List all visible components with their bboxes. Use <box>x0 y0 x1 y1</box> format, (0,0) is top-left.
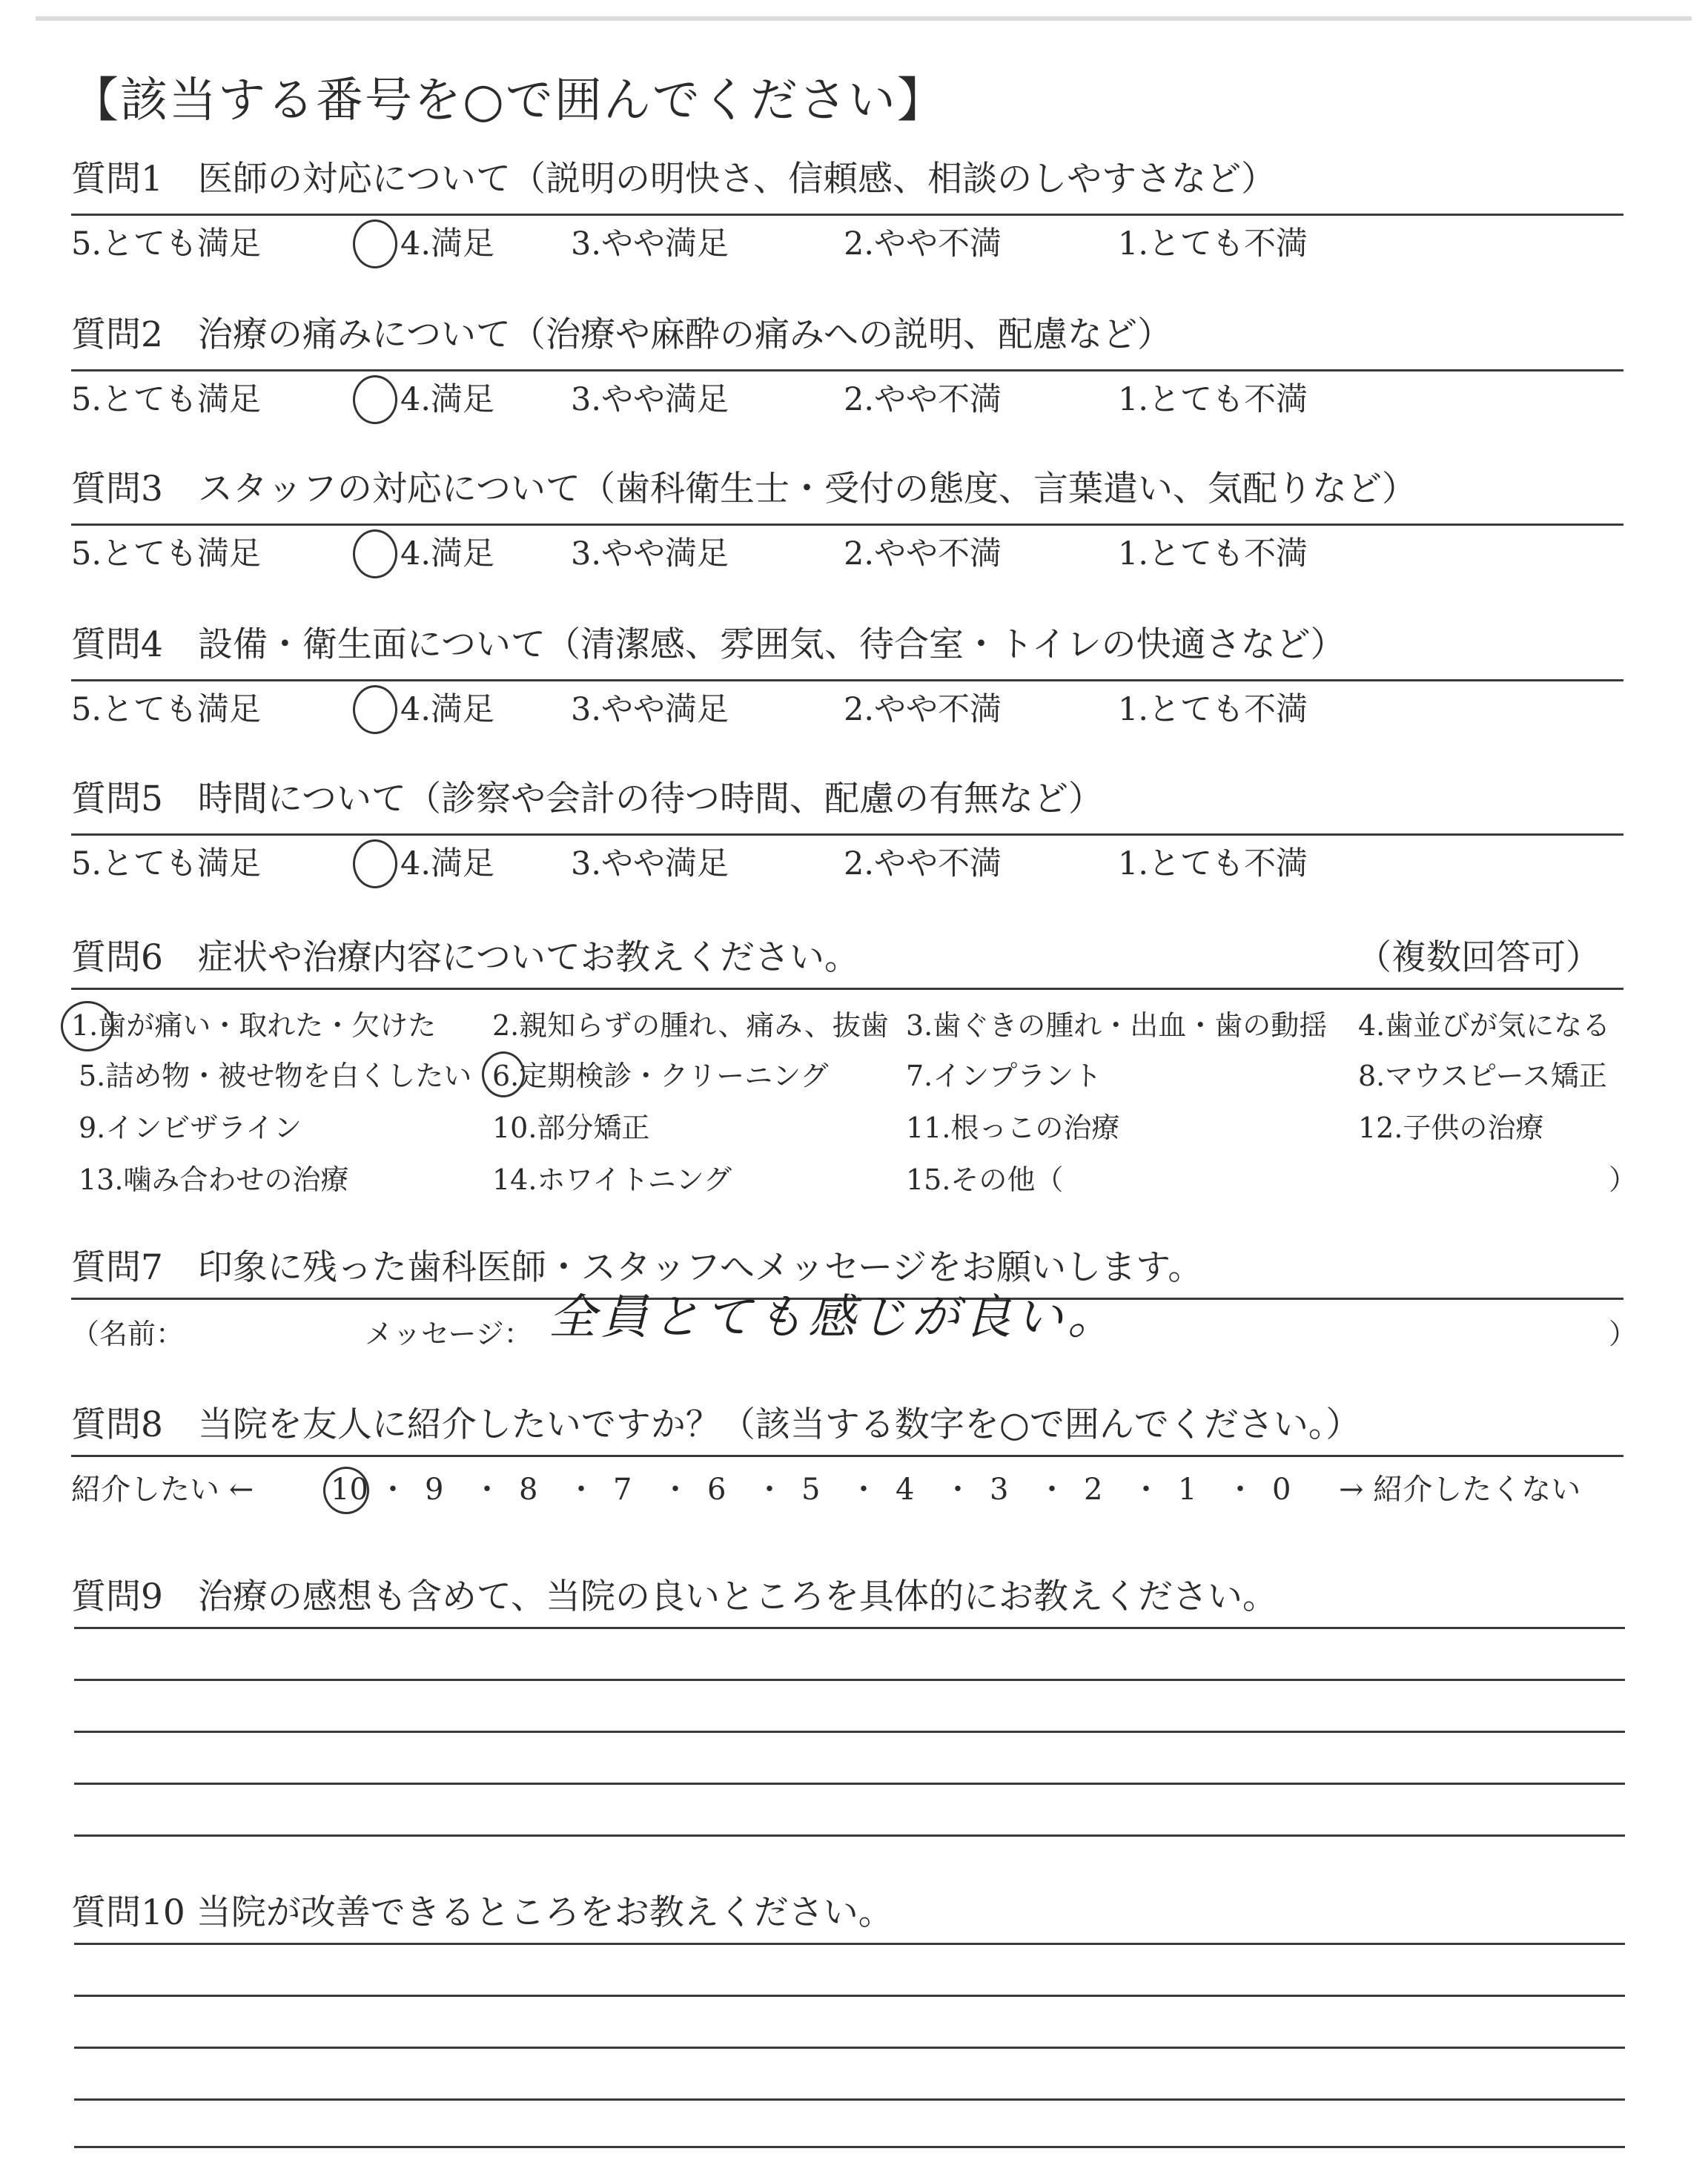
rating-option-4[interactable]: 4.満足 <box>400 845 495 882</box>
q6-option-11[interactable]: 11.根っこの治療 <box>906 1112 1120 1144</box>
rating-option-5[interactable]: 5.とても満足 <box>71 691 262 728</box>
question-5-title: 質問5 時間について（診察や会計の待つ時間、配慮の有無など） <box>71 779 1103 819</box>
circle-mark-option-4 <box>353 685 397 734</box>
question-7-title: 質問7 印象に残った歯科医師・スタッフへメッセージをお願いします。 <box>71 1247 1203 1288</box>
message-label: メッセージ： <box>365 1318 532 1350</box>
answer-line[interactable] <box>74 1627 1625 1629</box>
q6-option-4[interactable]: 4.歯並びが気になる <box>1358 1009 1611 1042</box>
question-6-rule <box>71 988 1623 990</box>
q6-option-14[interactable]: 14.ホワイトニング <box>492 1163 732 1196</box>
recommend-score-8[interactable]: 8 <box>519 1473 538 1507</box>
q8-circle-mark-10 <box>323 1467 369 1514</box>
recommend-score-7[interactable]: 7 <box>613 1473 632 1507</box>
recommend-score-3[interactable]: 3 <box>990 1473 1009 1507</box>
answer-line[interactable] <box>74 1679 1625 1681</box>
q6-option-15[interactable]: 15.その他（ <box>906 1163 1064 1196</box>
recommend-score-4[interactable]: 4 <box>896 1473 915 1507</box>
circle-mark-option-4 <box>353 839 397 888</box>
circle-mark-option-4 <box>353 219 397 268</box>
rating-option-1[interactable]: 1.とても不満 <box>1118 691 1308 728</box>
handwritten-message[interactable]: 全員とても感じが良い。 <box>549 1290 1119 1345</box>
circle-mark-option-4 <box>353 529 397 578</box>
answer-line[interactable] <box>74 1834 1625 1837</box>
rating-option-2[interactable]: 2.やや不満 <box>844 845 1002 882</box>
rating-option-4[interactable]: 4.満足 <box>400 225 495 262</box>
recommend-score-9[interactable]: 9 <box>425 1473 444 1507</box>
scale-separator: ・ <box>661 1473 690 1507</box>
scale-separator: ・ <box>566 1473 596 1507</box>
rating-option-1[interactable]: 1.とても不満 <box>1118 381 1308 418</box>
q6-option-3[interactable]: 3.歯ぐきの腫れ・出血・歯の動揺 <box>906 1009 1328 1042</box>
question-8-rule <box>71 1455 1623 1457</box>
question-2-title: 質問2 治療の痛みについて（治療や麻酔の痛みへの説明、配慮など） <box>71 314 1173 355</box>
rating-option-2[interactable]: 2.やや不満 <box>844 691 1002 728</box>
top-edge <box>36 16 1692 21</box>
question-5-rule <box>71 833 1623 836</box>
q6-option-2[interactable]: 2.親知らずの腫れ、痛み、抜歯 <box>492 1009 889 1042</box>
question-1-rule <box>71 214 1623 216</box>
answer-line[interactable] <box>74 1731 1625 1733</box>
rating-option-3[interactable]: 3.やや満足 <box>571 381 729 418</box>
recommend-score-2[interactable]: 2 <box>1084 1473 1103 1507</box>
question-1-title: 質問1 医師の対応について（説明の明快さ、信頼感、相談のしやすさなど） <box>71 159 1277 199</box>
rating-option-4[interactable]: 4.満足 <box>400 691 495 728</box>
q6-option-8[interactable]: 8.マウスピース矯正 <box>1358 1060 1607 1092</box>
rating-option-4[interactable]: 4.満足 <box>400 381 495 418</box>
scale-separator: ・ <box>378 1473 408 1507</box>
q6-circle-mark-6 <box>482 1051 525 1097</box>
rating-option-5[interactable]: 5.とても満足 <box>71 845 262 882</box>
answer-line[interactable] <box>74 2098 1625 2101</box>
rating-option-3[interactable]: 3.やや満足 <box>571 845 729 882</box>
name-label: （名前： <box>71 1318 185 1350</box>
rating-option-1[interactable]: 1.とても不満 <box>1118 535 1308 572</box>
scale-separator: ・ <box>472 1473 502 1507</box>
scale-separator: ・ <box>849 1473 878 1507</box>
rating-option-3[interactable]: 3.やや満足 <box>571 535 729 572</box>
scale-separator: ・ <box>1225 1473 1255 1507</box>
rating-option-3[interactable]: 3.やや満足 <box>571 691 729 728</box>
scale-separator: ・ <box>1131 1473 1161 1507</box>
rating-option-2[interactable]: 2.やや不満 <box>844 381 1002 418</box>
question-3-rule <box>71 524 1623 526</box>
question-8-title: 質問8 当院を友人に紹介したいですか？（該当する数字を○で囲んでください。） <box>71 1404 1361 1445</box>
answer-line[interactable] <box>74 2146 1625 2148</box>
question-4-rule <box>71 679 1623 681</box>
answer-line[interactable] <box>74 1995 1625 1997</box>
recommend-score-0[interactable]: 0 <box>1272 1473 1291 1507</box>
rating-option-5[interactable]: 5.とても満足 <box>71 381 262 418</box>
rating-option-2[interactable]: 2.やや不満 <box>844 535 1002 572</box>
question-6-note: （複数回答可） <box>1357 937 1601 978</box>
message-close-paren: ） <box>1609 1318 1638 1350</box>
recommend-score-6[interactable]: 6 <box>707 1473 726 1507</box>
question-6-title: 質問6 症状や治療内容についてお教えください。 <box>71 937 859 978</box>
q6-option-1[interactable]: 1.歯が痛い・取れた・欠けた <box>71 1009 437 1042</box>
scale-separator: ・ <box>943 1473 973 1507</box>
q6-option-15-close: ） <box>1609 1163 1638 1196</box>
recommend-score-10[interactable]: 10 <box>331 1473 368 1507</box>
recommend-score-5[interactable]: 5 <box>801 1473 821 1507</box>
answer-line[interactable] <box>74 2047 1625 2049</box>
q6-option-6[interactable]: 6.定期検診・クリーニング <box>492 1060 829 1092</box>
question-3-title: 質問3 スタッフの対応について（歯科衛生士・受付の態度、言葉遣い、気配りなど） <box>71 469 1417 509</box>
rating-option-3[interactable]: 3.やや満足 <box>571 225 729 262</box>
q6-circle-mark-1 <box>61 1001 114 1051</box>
q6-option-5[interactable]: 5.詰め物・被せ物を白くしたい <box>79 1060 472 1092</box>
question-10-title: 質問10 当院が改善できるところをお教えください。 <box>71 1892 893 1933</box>
recommend-right-label: → 紹介したくない <box>1339 1473 1581 1507</box>
q6-option-13[interactable]: 13.噛み合わせの治療 <box>79 1163 349 1196</box>
instruction-heading: 【該当する番号を○で囲んでください】 <box>71 73 946 128</box>
rating-option-1[interactable]: 1.とても不満 <box>1118 845 1308 882</box>
question-2-rule <box>71 369 1623 371</box>
rating-option-5[interactable]: 5.とても満足 <box>71 535 262 572</box>
answer-line[interactable] <box>74 1783 1625 1785</box>
recommend-score-1[interactable]: 1 <box>1178 1473 1197 1507</box>
rating-option-4[interactable]: 4.満足 <box>400 535 495 572</box>
answer-line[interactable] <box>74 1943 1625 1945</box>
rating-option-1[interactable]: 1.とても不満 <box>1118 225 1308 262</box>
q6-option-12[interactable]: 12.子供の治療 <box>1358 1112 1544 1144</box>
rating-option-2[interactable]: 2.やや不満 <box>844 225 1002 262</box>
recommend-left-label: 紹介したい ← <box>71 1473 254 1507</box>
question-4-title: 質問4 設備・衛生面について（清潔感、雰囲気、待合室・トイレの快適さなど） <box>71 624 1345 665</box>
rating-option-5[interactable]: 5.とても満足 <box>71 225 262 262</box>
q6-option-9[interactable]: 9.インビザライン <box>79 1112 302 1144</box>
question-9-title: 質問9 治療の感想も含めて、当院の良いところを具体的にお教えください。 <box>71 1576 1277 1617</box>
scale-separator: ・ <box>1037 1473 1067 1507</box>
circle-mark-option-4 <box>353 375 397 424</box>
scale-separator: ・ <box>755 1473 784 1507</box>
q6-option-10[interactable]: 10.部分矯正 <box>492 1112 650 1144</box>
q6-option-7[interactable]: 7.インプラント <box>906 1060 1102 1092</box>
